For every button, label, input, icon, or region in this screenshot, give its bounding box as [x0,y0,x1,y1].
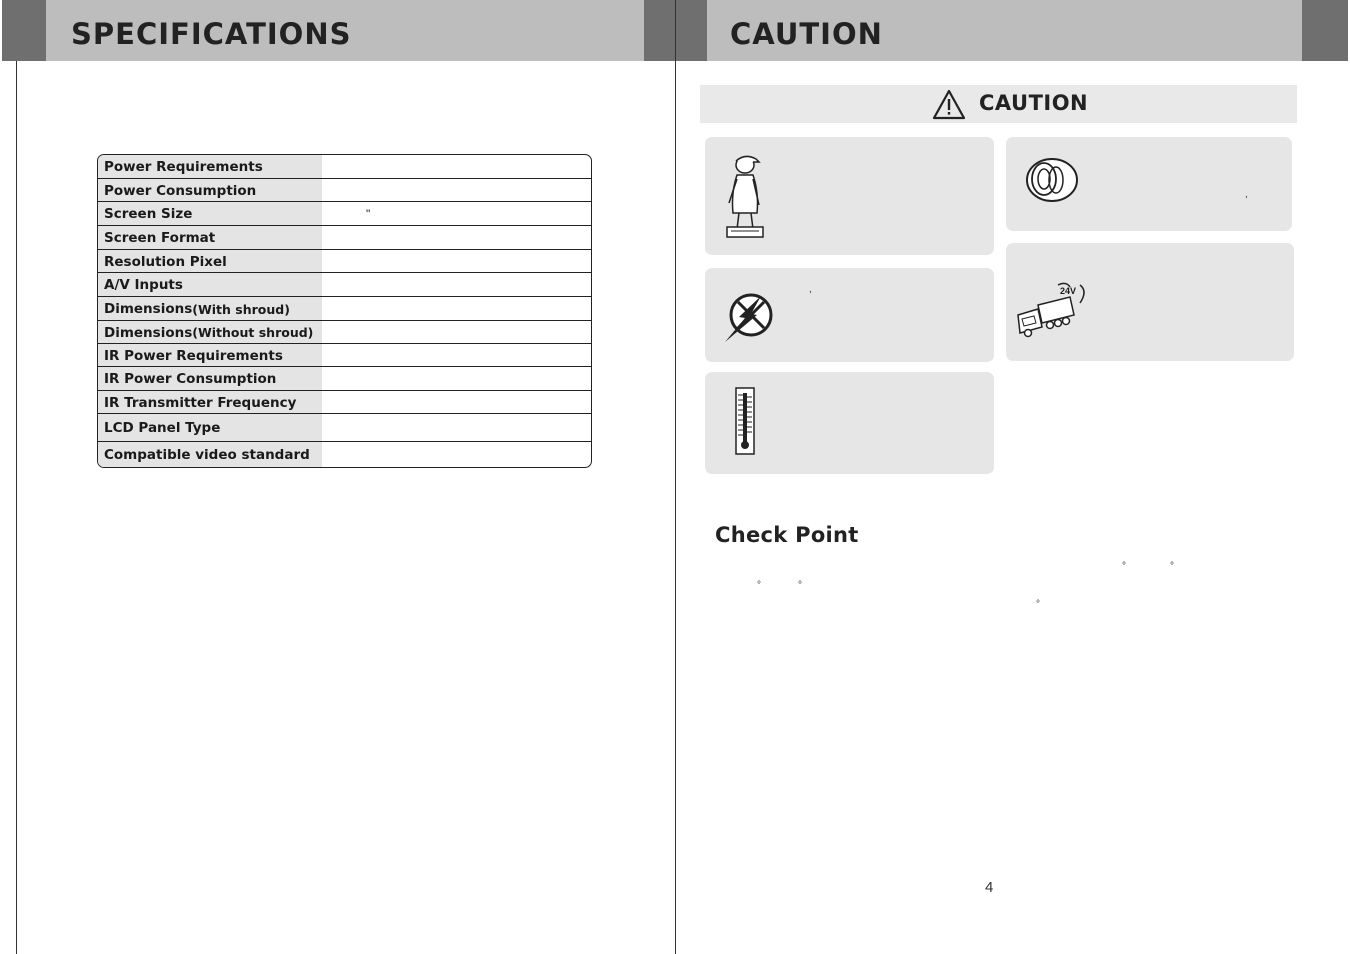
spec-label [98,155,322,178]
specifications-table [97,154,592,468]
spec-value: " [366,207,371,221]
spec-label [98,442,322,468]
spec-label [98,226,322,250]
degree-mark-2: ° [1170,561,1174,572]
spec-value [322,273,591,297]
spec-value [322,391,591,414]
page-number: 4 [985,879,994,896]
degree-mark-1: ° [1122,561,1126,572]
spec-row [98,225,591,250]
caution-box-thermometer [705,372,994,474]
technician-icon [723,153,767,241]
spec-label-text: Dimensions [104,324,193,341]
spec-row [98,201,591,226]
disc-box-comma: , [1245,189,1248,200]
spec-value [322,344,591,367]
disc-icon [1022,155,1080,205]
spec-row [98,441,591,468]
spec-value [322,442,591,468]
spec-label-text: LCD Panel Type [104,420,221,436]
truck-24v-icon [1014,281,1094,339]
spec-value [322,226,591,250]
spec-row [98,249,591,273]
caution-box-technician [705,137,994,255]
spec-label-text: Resolution Pixel [104,253,227,270]
spec-value [322,179,591,202]
spec-row [98,320,591,344]
spec-label [98,414,322,442]
warning-triangle-icon [932,89,966,120]
spec-value [322,155,591,178]
spec-label [98,202,322,226]
spec-label-text: Power Consumption [104,182,257,199]
degree-mark-5: ° [1036,599,1040,610]
spec-label [98,391,322,414]
no-shock-box-comma: , [809,284,812,295]
spec-label-text: IR Transmitter Frequency [104,394,297,411]
specifications-title: SPECIFICATIONS [71,17,352,51]
spec-label-text: IR Power Requirements [104,347,283,364]
spec-label-text: A/V Inputs [104,277,183,293]
spec-label [98,179,322,202]
left-header-edge [2,0,46,61]
spec-label [98,250,322,273]
check-point-title: Check Point [715,523,859,547]
spec-label-suffix: (Without shroud) [192,325,314,340]
spec-row [98,366,591,391]
no-electric-shock-icon [721,288,777,344]
spec-value [322,321,591,344]
spec-value [322,414,591,442]
right-header-edge [1302,0,1348,61]
spec-value [322,297,591,321]
spec-label [98,273,322,297]
caution-box-truck [1006,243,1294,361]
caution-header-title: CAUTION [730,17,883,51]
spec-row [98,296,591,321]
degree-mark-3: ° [757,580,761,591]
spec-value [322,367,591,391]
spec-label [98,344,322,367]
thermometer-icon [735,387,755,455]
page-fold-line [675,0,676,954]
left-page-margin-line [16,61,17,954]
spec-label-suffix: (With shroud) [192,301,290,317]
degree-mark-4: ° [798,580,802,591]
spec-label-text: IR Power Consumption [104,371,277,387]
spec-row [98,272,591,297]
spec-label-text: Power Requirements [104,158,263,175]
spec-label-text: Screen Size [104,206,193,222]
spec-row [98,390,591,414]
caution-box-disc [1006,137,1292,231]
truck-voltage-label: 24V [1060,286,1077,296]
spec-row [98,178,591,202]
spec-label-text: Compatible video standard [104,447,310,463]
caution-box-no-shock [705,268,994,362]
spec-label [98,321,322,344]
spec-label-text: Screen Format [104,230,216,246]
spec-row [98,413,591,442]
spec-row [98,343,591,367]
spec-row [98,155,591,178]
spec-label [98,297,322,321]
spec-label-text: Dimensions [104,301,193,317]
caution-heading: CAUTION [979,91,1089,115]
spec-value [322,250,591,273]
spec-label [98,367,322,391]
